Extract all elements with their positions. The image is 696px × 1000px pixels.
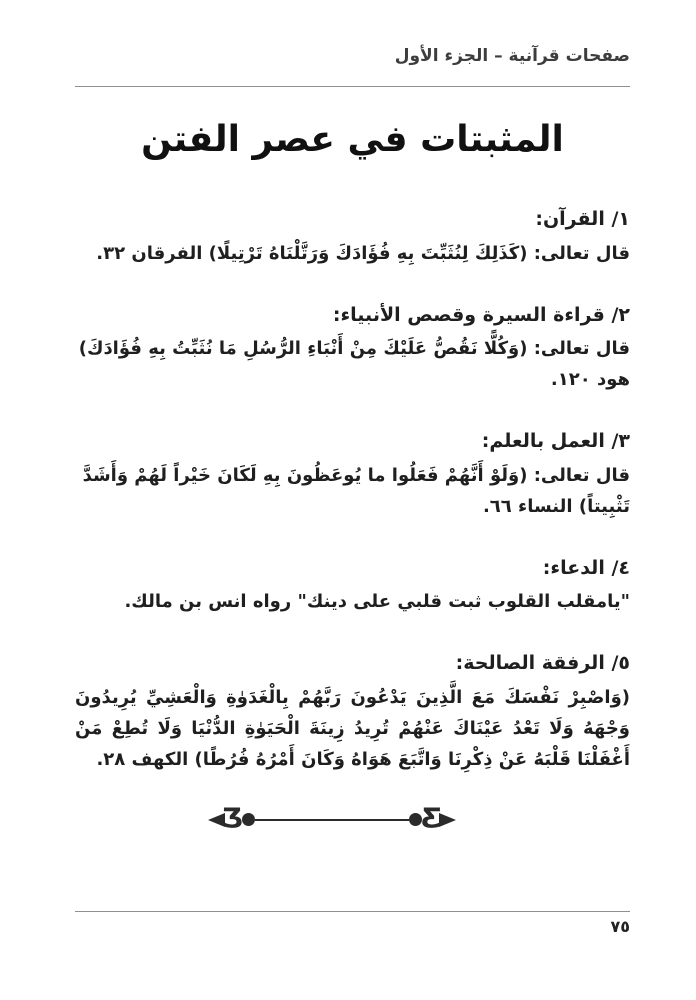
section-heading: ٥/ الرفقة الصالحة: xyxy=(455,652,630,675)
section-dua xyxy=(75,556,630,619)
section-heading: ٣/ العمل بالعلم: xyxy=(481,430,630,453)
section-body: قال تعالى: (وَكُلًّا نَقُصُّ عَلَيْكَ مِنْ أَنْبَاءِ الرُّسُلِ مَا نُثَبِّتُ بِهِ فُؤَادَكَ) هود ١٢٠. xyxy=(78,338,630,391)
book-title: صفحات قرآنية – الجزء الأول xyxy=(394,46,630,66)
section-divider xyxy=(0,803,696,834)
page-title: المثبتات في عصر الفتن xyxy=(141,119,564,161)
article-body xyxy=(75,207,630,776)
page-footer xyxy=(75,911,630,936)
section-body: (وَاصْبِرْ نَفْسَكَ مَعَ الَّذِينَ يَدْعُونَ رَبَّهُمْ بِالْغَدَوٰةِ وَالْعَشِيِّ يُرِيدُونَ وَجْهَهُ وَلَا تَعْدُ عَيْنَاكَ عَنْهُمْ تُرِيدُ زِينَةَ الْحَيَوٰةِ الدُّنْيَا وَلَا تُطِعْ مَنْ أَغْفَلْنَا قَلْبَهُ عَنْ ذِكْرِنَا وَاتَّبَعَ هَوَاهُ وَكَانَ أَمْرُهُ فُرُطًا) الكهف ٢٨. xyxy=(75,687,630,770)
divider-scroll-right-icon: Ʒ xyxy=(421,803,442,834)
section-heading: ١/ القرآن: xyxy=(535,208,630,231)
divider-scroll-left-icon: Ʒ xyxy=(222,803,243,834)
page-content xyxy=(0,45,696,776)
section-heading: ٢/ قراءة السيرة وقصص الأنبياء: xyxy=(332,303,630,326)
divider-ornament xyxy=(208,803,456,834)
page-header xyxy=(75,45,630,67)
divider-dot-left-icon xyxy=(242,813,255,826)
section-heading: ٤/ الدعاء: xyxy=(542,556,630,579)
divider-line xyxy=(255,819,409,821)
section-acting-on-knowledge xyxy=(75,429,630,523)
section-quran xyxy=(75,207,630,270)
page-number: ٧٥ xyxy=(610,917,630,936)
section-righteous-company xyxy=(75,651,630,776)
section-body: "يامقلب القلوب ثبت قلبي على دينك" رواه انس بن مالك. xyxy=(124,591,630,613)
header-rule xyxy=(75,86,630,87)
section-body: قال تعالى: (كَذَلِكَ لِنُثَبِّتَ بِهِ فُؤَادَكَ وَرَتَّلْنَاهُ تَرْتِيلًا) الفرقان ٣٢. xyxy=(96,242,630,264)
section-body: قال تعالى: (وَلَوْ أَنَّهُمْ فَعَلُوا ما يُوعَظُونَ بِهِ لَكَانَ خَيْراً لَهُمْ وَأَشَدَّ تَثْبِيتاً) النساء ٦٦. xyxy=(82,464,630,517)
section-seerah xyxy=(75,303,630,397)
